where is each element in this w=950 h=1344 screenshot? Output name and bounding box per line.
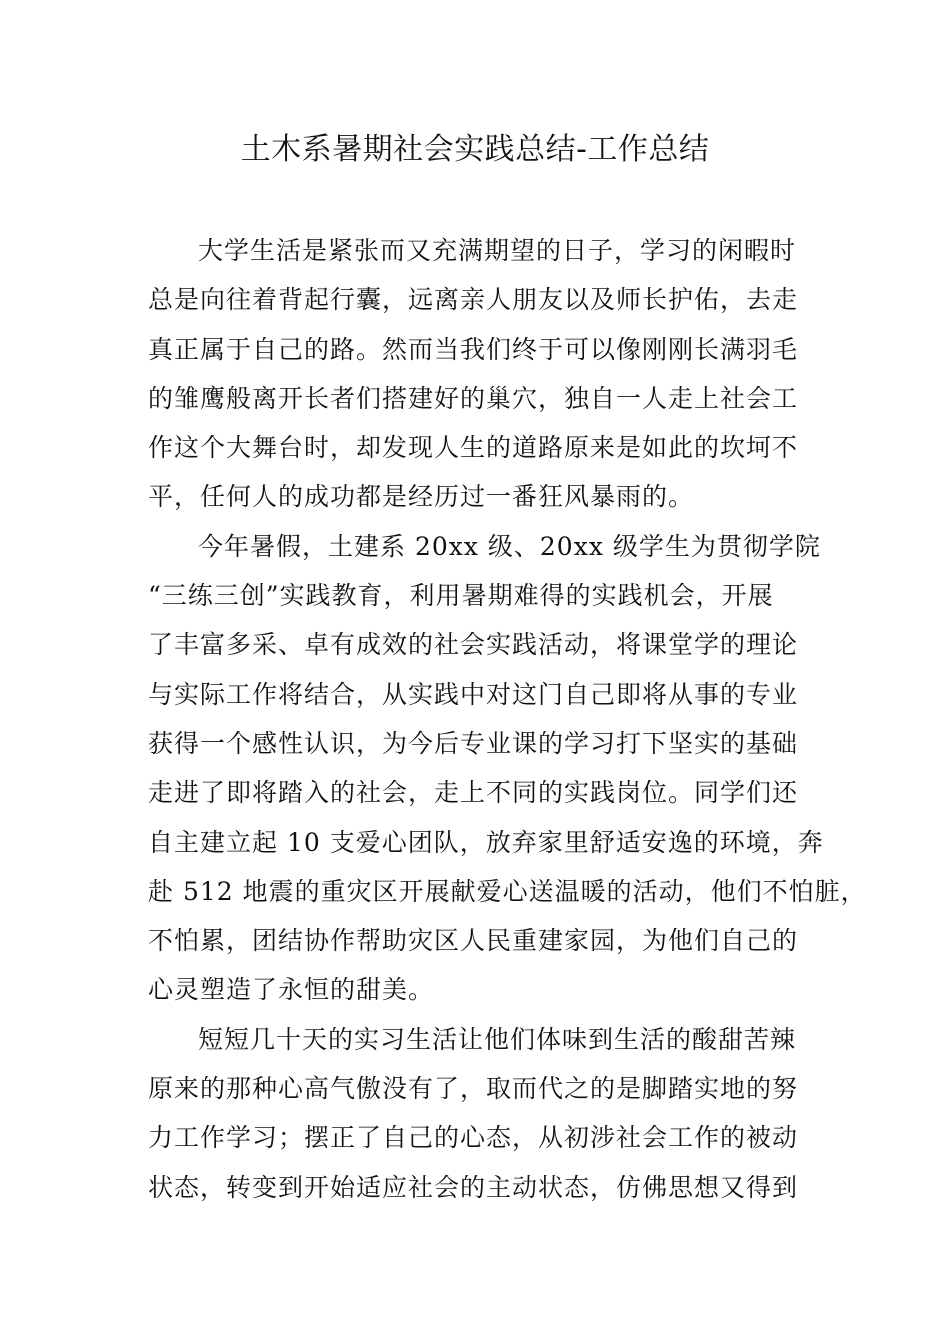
paragraph-1-line-6: 平，任何人的成功都是经历过一番狂风暴雨的。: [148, 482, 695, 512]
paragraph-2-line-4: 与实际工作将结合，从实践中对这门自己即将从事的专业: [148, 679, 799, 709]
paragraph-3-line-4: 状态，转变到开始适应社会的主动状态，仿佛思想又得到: [148, 1172, 799, 1202]
paragraph-1-line-5: 作这个大舞台时，却发现人生的道路原来是如此的坎坷不: [148, 433, 799, 463]
document-title: 土木系暑期社会实践总结-工作总结: [240, 132, 710, 167]
paragraph-2-line-7: 自主建立起 10 支爱心团队，放弃家里舒适安逸的环境，奔: [148, 827, 824, 857]
paragraph-2-line-6: 走进了即将踏入的社会，走上不同的实践岗位。同学们还: [148, 778, 799, 808]
paragraph-2-line-9: 不怕累，团结协作帮助灾区人民重建家园，为他们自己的: [148, 926, 799, 956]
paragraph-2-line-10: 心灵塑造了永恒的甜美。: [148, 975, 435, 1005]
paragraph-1-line-3: 真正属于自己的路。然而当我们终于可以像刚刚长满羽毛: [148, 334, 799, 364]
paragraph-1-line-1: 大学生活是紧张而又充满期望的日子，学习的闲暇时: [198, 236, 797, 265]
paragraph-2-line-3: 了丰富多采、卓有成效的社会实践活动，将课堂学的理论: [148, 630, 799, 660]
paragraph-2-line-2: “三练三创”实践教育，利用暑期难得的实践机会，开展: [148, 581, 774, 611]
paragraph-3-line-3: 力工作学习；摆正了自己的心态，从初涉社会工作的被动: [148, 1123, 799, 1153]
document-body: [148, 226, 867, 1212]
paragraph-2-line-1: 今年暑假，土建系 20xx 级、20xx 级学生为贯彻学院: [198, 531, 821, 561]
paragraph-1-line-2: 总是向往着背起行囊，远离亲人朋友以及师长护佑，去走: [148, 285, 799, 315]
paragraph-3-line-2: 原来的那种心高气傲没有了，取而代之的是脚踏实地的努: [148, 1074, 799, 1104]
paragraph-2-line-5: 获得一个感性认识，为今后专业课的学习打下坚实的基础: [148, 728, 799, 758]
paragraph-1-line-4: 的雏鹰般离开长者们搭建好的巢穴，独自一人走上社会工: [148, 383, 799, 413]
paragraph-2-line-8: 赴 512 地震的重灾区开展献爱心送温暖的活动，他们不怕脏，: [148, 876, 867, 906]
paragraph-3-line-1: 短短几十天的实习生活让他们体味到生活的酸甜苦辣: [198, 1024, 797, 1054]
